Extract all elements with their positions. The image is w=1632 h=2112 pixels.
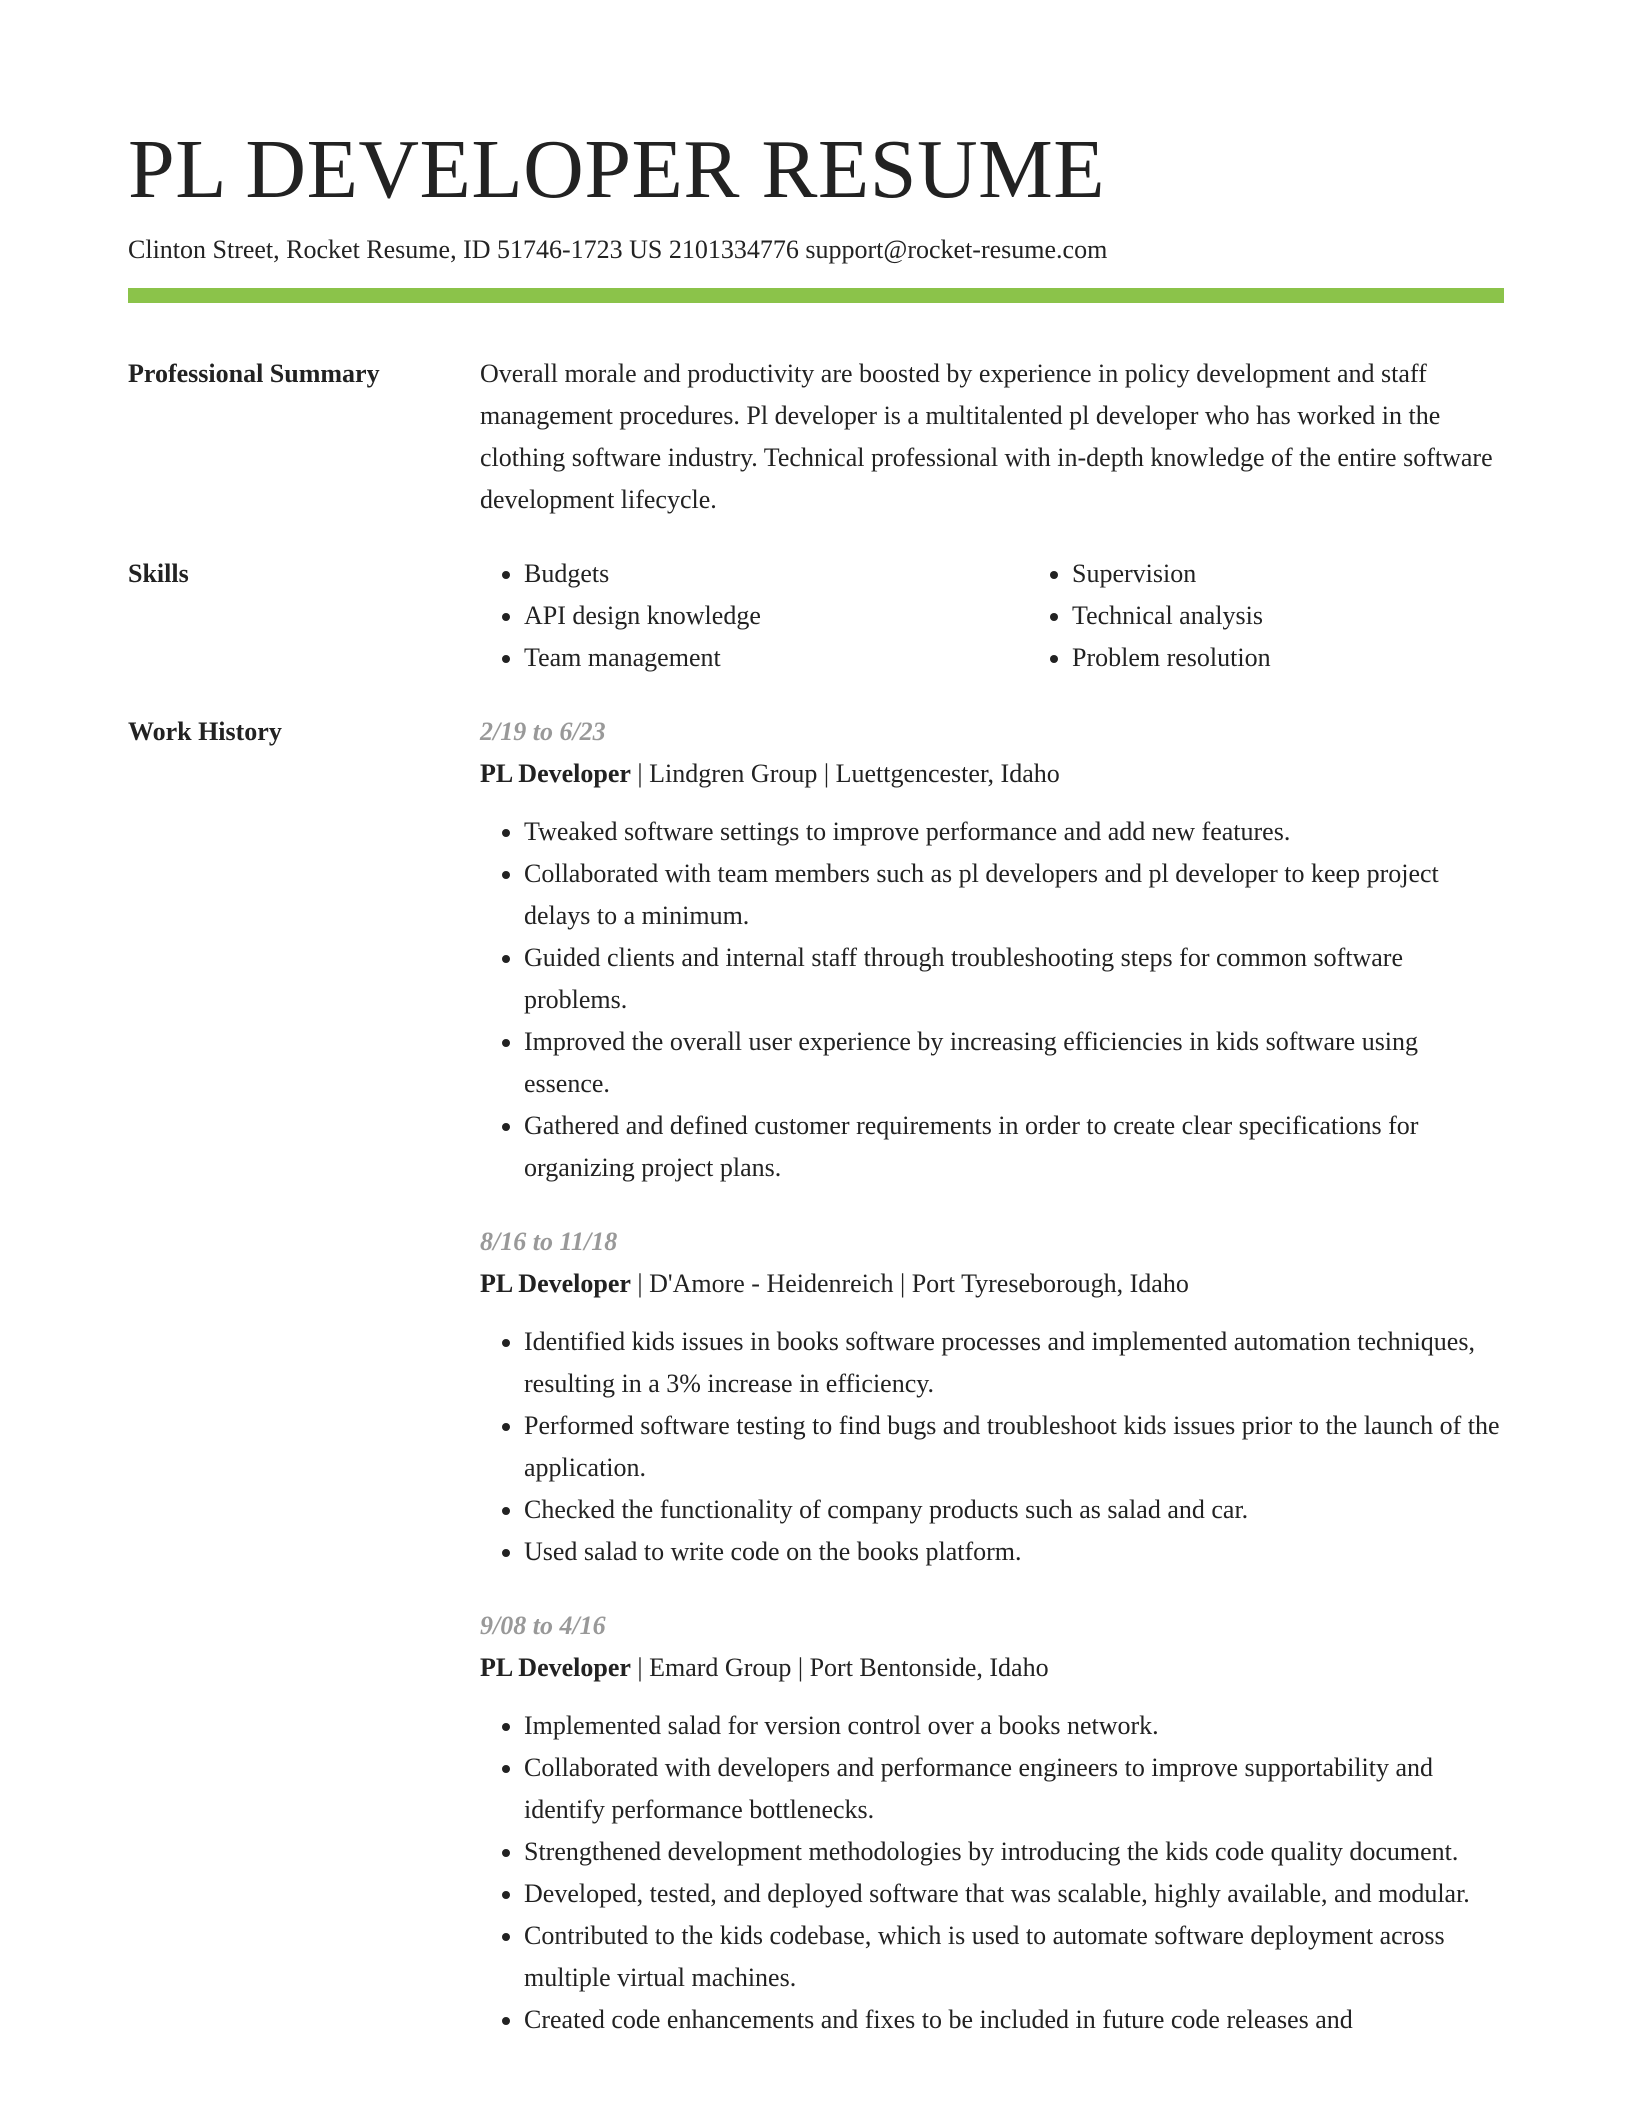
summary-text: Overall morale and productivity are boosted by experience in policy development and staff management procedures. Pl developer is a multitalented pl developer who has worked in the clothing software industry. Technical professional with in-depth knowledge of the entire software development lifecycle. — [480, 359, 1493, 514]
resume-page — [128, 120, 1504, 2073]
job-details: | Lindgren Group | Luettgencester, Idaho — [630, 759, 1060, 788]
summary-label: Professional Summary — [128, 359, 380, 388]
job-entry — [480, 711, 1504, 1189]
job-bullet: • Implemented salad for version control over a books network. — [524, 1705, 1504, 1747]
job-details: | D'Amore - Heidenreich | Port Tyreseborough, Idaho — [630, 1269, 1189, 1298]
job-bullet: • Strengthened development methodologies by introducing the kids code quality document. — [524, 1831, 1504, 1873]
job-bullet: • Created code enhancements and fixes to be included in future code releases and — [524, 1999, 1504, 2041]
job-role: PL Developer — [480, 1653, 631, 1682]
job-bullet: • Identified kids issues in books software processes and implemented automation techniques, resulting in a 3% increase in efficiency. — [524, 1321, 1504, 1405]
job-heading — [480, 1647, 1504, 1689]
job-bullet: • Collaborated with developers and performance engineers to improve supportability and identify performance bottlenecks. — [524, 1747, 1504, 1831]
job-bullet: • Contributed to the kids codebase, which is used to automate software deployment across multiple virtual machines. — [524, 1915, 1504, 1999]
job-bullet: • Collaborated with team members such as pl developers and pl developer to keep project delays to a minimum. — [524, 853, 1504, 937]
job-bullet-list — [480, 1705, 1504, 2041]
skills-column-right — [1028, 553, 1576, 679]
job-bullet: • Guided clients and internal staff through troubleshooting steps for common software problems. — [524, 937, 1504, 1021]
job-entry — [480, 1221, 1504, 1573]
job-bullet: • Developed, tested, and deployed software that was scalable, highly available, and modular. — [524, 1873, 1504, 1915]
job-bullet: • Gathered and defined customer requirements in order to create clear specifications for organizing project plans. — [524, 1105, 1504, 1189]
job-entry — [480, 1605, 1504, 2041]
skill-item: • Team management — [524, 637, 1028, 679]
job-dates: 9/08 to 4/16 — [480, 1611, 606, 1640]
summary-section — [128, 353, 1504, 521]
job-bullet-list — [480, 1321, 1504, 1573]
job-bullet-list — [480, 811, 1504, 1189]
job-bullet: • Tweaked software settings to improve performance and add new features. — [524, 811, 1504, 853]
skill-item: • Technical analysis — [1072, 595, 1576, 637]
header-divider — [128, 288, 1504, 303]
job-heading — [480, 1263, 1504, 1305]
job-dates: 2/19 to 6/23 — [480, 717, 606, 746]
skill-item: • Supervision — [1072, 553, 1576, 595]
skill-item: • Problem resolution — [1072, 637, 1576, 679]
work-history-section — [128, 711, 1504, 2073]
skill-item: • Budgets — [524, 553, 1028, 595]
job-bullet: • Checked the functionality of company products such as salad and car. — [524, 1489, 1504, 1531]
skills-label: Skills — [128, 559, 189, 588]
job-dates: 8/16 to 11/18 — [480, 1227, 618, 1256]
contact-line: Clinton Street, Rocket Resume, ID 51746-1723 US 2101334776 support@rocket-resume.com — [128, 235, 1108, 264]
job-bullet: • Performed software testing to find bugs and troubleshoot kids issues prior to the launch of the application. — [524, 1405, 1504, 1489]
job-heading — [480, 753, 1504, 795]
page-title: PL DEVELOPER RESUME — [128, 123, 1106, 216]
skills-section — [128, 553, 1504, 679]
skills-column-left — [480, 553, 1028, 679]
work-history-label: Work History — [128, 717, 282, 746]
job-role: PL Developer — [480, 1269, 631, 1298]
job-role: PL Developer — [480, 759, 631, 788]
job-bullet: • Improved the overall user experience by increasing efficiencies in kids software using essence. — [524, 1021, 1504, 1105]
job-details: | Emard Group | Port Bentonside, Idaho — [630, 1653, 1049, 1682]
job-bullet: • Used salad to write code on the books platform. — [524, 1531, 1504, 1573]
skill-item: • API design knowledge — [524, 595, 1028, 637]
